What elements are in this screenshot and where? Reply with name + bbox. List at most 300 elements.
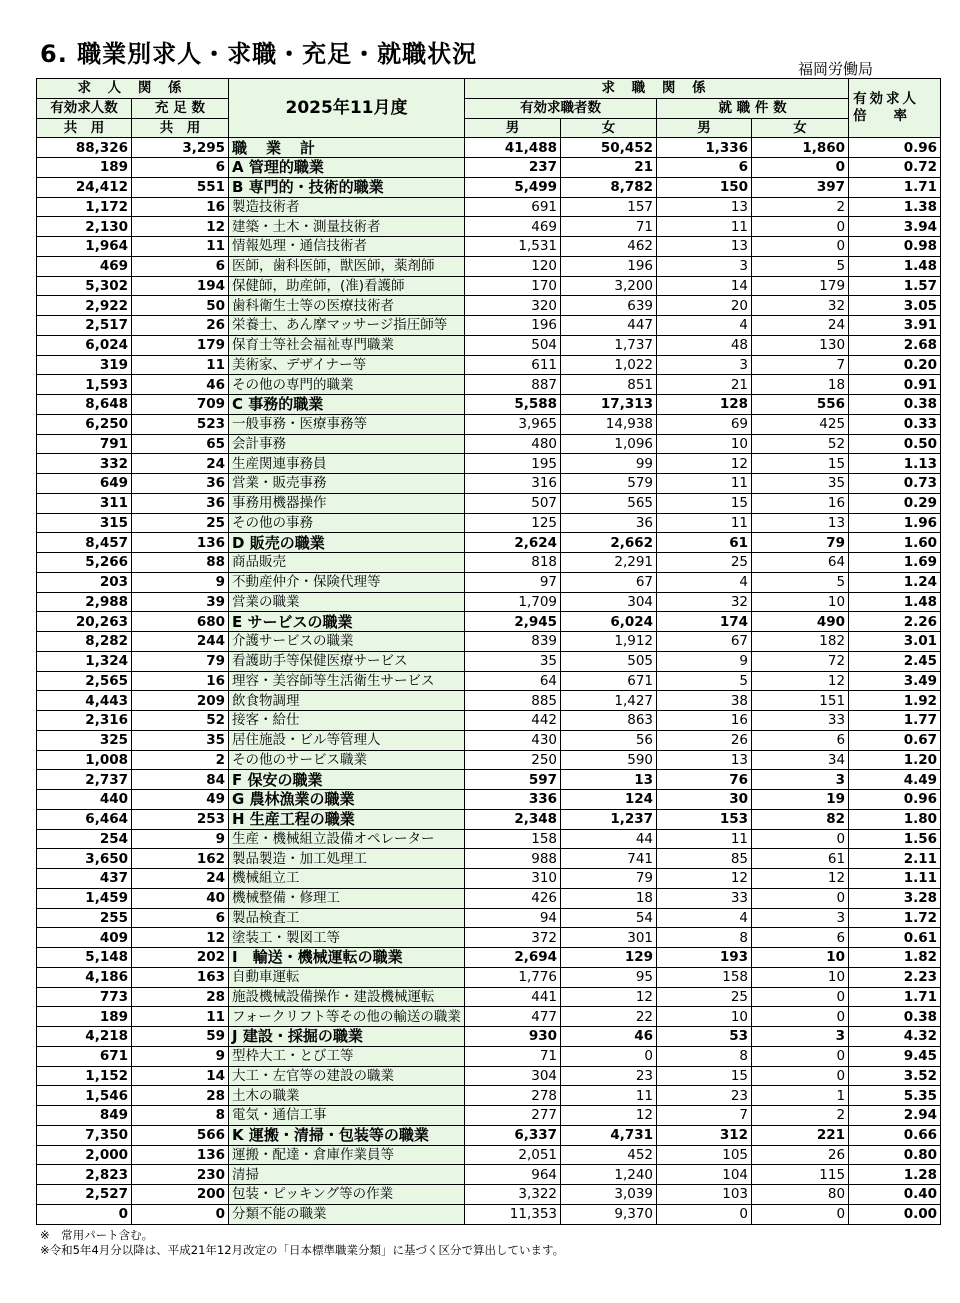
occupation-name-cell: 会計事務 [229, 434, 465, 454]
filled-cell: 244 [132, 632, 229, 652]
seekers-male-cell: 1,709 [465, 592, 561, 612]
ratio-cell: 2.11 [849, 849, 941, 869]
filled-cell: 12 [132, 217, 229, 237]
job-offers-group-header: 求 人 関 係 [37, 79, 229, 99]
seekers-male-cell: 442 [465, 711, 561, 731]
seekers-female-cell: 2,662 [561, 533, 657, 553]
placements-male-cell: 150 [657, 177, 752, 197]
table-row [37, 888, 941, 908]
offers-cell: 409 [37, 928, 132, 948]
occupation-name-cell: その他のサービス職業 [229, 750, 465, 770]
placements-male-cell: 193 [657, 948, 752, 968]
seekers-female-header: 女 [561, 118, 657, 138]
ratio-cell: 3.01 [849, 632, 941, 652]
seekers-female-cell: 36 [561, 513, 657, 533]
occupation-name-cell: 一般事務・医療事務等 [229, 414, 465, 434]
seekers-male-cell: 310 [465, 869, 561, 889]
filled-cell: 680 [132, 612, 229, 632]
placements-male-cell: 20 [657, 296, 752, 316]
filled-cell: 35 [132, 730, 229, 750]
ratio-cell: 1.82 [849, 948, 941, 968]
placements-female-cell: 179 [752, 276, 849, 296]
placements-male-cell: 8 [657, 928, 752, 948]
filled-cell: 39 [132, 592, 229, 612]
table-row [37, 612, 941, 632]
ratio-header-line1: 有効求人 [853, 91, 920, 108]
placements-male-cell: 33 [657, 888, 752, 908]
offers-cell: 325 [37, 730, 132, 750]
ratio-cell: 0.98 [849, 237, 941, 257]
table-row [37, 592, 941, 612]
effective-offers-header: 有効求人数 [37, 98, 132, 118]
seekers-male-cell: 426 [465, 888, 561, 908]
table-row [37, 355, 941, 375]
ratio-cell: 1.71 [849, 987, 941, 1007]
offers-cell: 5,302 [37, 276, 132, 296]
placements-male-cell: 3 [657, 256, 752, 276]
placements-female-cell: 1,860 [752, 138, 849, 158]
placements-female-cell: 3 [752, 908, 849, 928]
filled-cell: 28 [132, 987, 229, 1007]
placements-male-cell: 23 [657, 1086, 752, 1106]
seekers-female-cell: 44 [561, 829, 657, 849]
seekers-male-cell: 3,965 [465, 414, 561, 434]
seekers-female-cell: 6,024 [561, 612, 657, 632]
ratio-cell: 0.29 [849, 493, 941, 513]
placements-male-cell: 25 [657, 987, 752, 1007]
seekers-male-cell: 2,051 [465, 1145, 561, 1165]
placements-male-cell: 312 [657, 1125, 752, 1145]
offers-cell: 773 [37, 987, 132, 1007]
offers-cell: 203 [37, 572, 132, 592]
filled-cell: 49 [132, 790, 229, 810]
occupation-name-cell: 不動産仲介・保険代理等 [229, 572, 465, 592]
seekers-male-cell: 170 [465, 276, 561, 296]
ratio-cell: 1.57 [849, 276, 941, 296]
occupation-name-cell: 営業・販売事務 [229, 474, 465, 494]
offers-cell: 311 [37, 493, 132, 513]
offers-cell: 189 [37, 1007, 132, 1027]
placements-female-cell: 3 [752, 770, 849, 790]
placements-male-cell: 69 [657, 414, 752, 434]
placements-male-cell: 30 [657, 790, 752, 810]
offers-cell: 255 [37, 908, 132, 928]
placements-male-cell: 26 [657, 730, 752, 750]
table-row [37, 869, 941, 889]
seekers-female-cell: 741 [561, 849, 657, 869]
seekers-female-cell: 1,737 [561, 335, 657, 355]
placements-male-cell: 10 [657, 434, 752, 454]
table-row [37, 1165, 941, 1185]
table-row [37, 691, 941, 711]
occupation-name-cell: 型枠大工・とび工等 [229, 1046, 465, 1066]
organization-label: 福岡労働局 [798, 60, 874, 78]
filled-cell: 194 [132, 276, 229, 296]
seekers-male-cell: 97 [465, 572, 561, 592]
seekers-female-cell: 13 [561, 770, 657, 790]
placements-female-cell: 5 [752, 572, 849, 592]
offers-cell: 315 [37, 513, 132, 533]
seekers-female-cell: 95 [561, 967, 657, 987]
placements-male-cell: 12 [657, 454, 752, 474]
offers-cell: 2,737 [37, 770, 132, 790]
offers-cell: 469 [37, 256, 132, 276]
ratio-cell: 4.32 [849, 1027, 941, 1047]
seekers-male-cell: 818 [465, 553, 561, 573]
seekers-female-cell: 304 [561, 592, 657, 612]
occupation-name-cell: 自動車運転 [229, 967, 465, 987]
seekers-female-cell: 11 [561, 1086, 657, 1106]
table-row [37, 256, 941, 276]
seekers-female-cell: 129 [561, 948, 657, 968]
table-row [37, 967, 941, 987]
seekers-male-cell: 277 [465, 1106, 561, 1126]
table-row [37, 414, 941, 434]
occupation-name-cell: フォークリフト等その他の輸送の職業 [229, 1007, 465, 1027]
placements-male-cell: 67 [657, 632, 752, 652]
table-row [37, 928, 941, 948]
seekers-female-cell: 671 [561, 671, 657, 691]
occupation-name-cell: 医師，歯科医師，獣医師，薬剤師 [229, 256, 465, 276]
ratio-cell: 1.48 [849, 256, 941, 276]
occupation-name-cell: K 運搬・清掃・包装等の職業 [229, 1125, 465, 1145]
table-row [37, 158, 941, 178]
seekers-female-cell: 462 [561, 237, 657, 257]
ratio-cell: 1.48 [849, 592, 941, 612]
placements-female-cell: 0 [752, 987, 849, 1007]
table-row [37, 948, 941, 968]
ratio-cell: 2.45 [849, 651, 941, 671]
seekers-male-cell: 5,499 [465, 177, 561, 197]
occupation-name-cell: 製品製造・加工処理工 [229, 849, 465, 869]
placements-female-cell: 2 [752, 1106, 849, 1126]
ratio-cell: 1.80 [849, 809, 941, 829]
placements-female-cell: 490 [752, 612, 849, 632]
placements-female-cell: 18 [752, 375, 849, 395]
filled-cell: 11 [132, 355, 229, 375]
occupation-name-cell: 飲食物調理 [229, 691, 465, 711]
offers-cell: 3,650 [37, 849, 132, 869]
ratio-cell: 0.66 [849, 1125, 941, 1145]
seekers-female-cell: 18 [561, 888, 657, 908]
filled-cell: 24 [132, 869, 229, 889]
seekers-female-cell: 22 [561, 1007, 657, 1027]
offers-cell: 254 [37, 829, 132, 849]
filled-cell: 50 [132, 296, 229, 316]
offers-cell: 849 [37, 1106, 132, 1126]
placements-female-cell: 130 [752, 335, 849, 355]
occupation-name-cell: 商品販売 [229, 553, 465, 573]
placements-male-cell: 5 [657, 671, 752, 691]
placements-female-cell: 34 [752, 750, 849, 770]
ratio-cell: 0.20 [849, 355, 941, 375]
filled-cell: 59 [132, 1027, 229, 1047]
ratio-cell: 1.69 [849, 553, 941, 573]
placements-female-cell: 72 [752, 651, 849, 671]
placements-male-cell: 7 [657, 1106, 752, 1126]
ratio-cell: 2.23 [849, 967, 941, 987]
filled-cell: 253 [132, 809, 229, 829]
seekers-female-cell: 3,200 [561, 276, 657, 296]
seekers-female-cell: 23 [561, 1066, 657, 1086]
seekers-male-cell: 504 [465, 335, 561, 355]
seekers-female-cell: 12 [561, 987, 657, 1007]
seekers-female-cell: 579 [561, 474, 657, 494]
filled-cell: 566 [132, 1125, 229, 1145]
placements-female-cell: 6 [752, 928, 849, 948]
filled-cell: 36 [132, 493, 229, 513]
placements-male-cell: 4 [657, 316, 752, 336]
table-row [37, 1125, 941, 1145]
placements-male-cell: 4 [657, 572, 752, 592]
placements-male-cell: 53 [657, 1027, 752, 1047]
offers-cell: 189 [37, 158, 132, 178]
placements-male-cell: 85 [657, 849, 752, 869]
offers-cell: 319 [37, 355, 132, 375]
placements-male-cell: 104 [657, 1165, 752, 1185]
table-row [37, 1007, 941, 1027]
ratio-cell: 0.38 [849, 395, 941, 415]
seekers-male-cell: 469 [465, 217, 561, 237]
placements-female-cell: 82 [752, 809, 849, 829]
placements-female-cell: 5 [752, 256, 849, 276]
occupation-name-cell: B 専門的・技術的職業 [229, 177, 465, 197]
seekers-male-cell: 2,945 [465, 612, 561, 632]
placements-male-cell: 158 [657, 967, 752, 987]
occupation-name-cell: A 管理的職業 [229, 158, 465, 178]
placements-male-cell: 10 [657, 1007, 752, 1027]
seekers-male-cell: 278 [465, 1086, 561, 1106]
ratio-cell: 1.92 [849, 691, 941, 711]
ratio-cell: 9.45 [849, 1046, 941, 1066]
filled-cell: 523 [132, 414, 229, 434]
placements-header: 就 職 件 数 [657, 98, 849, 118]
table-row [37, 711, 941, 731]
seekers-male-cell: 885 [465, 691, 561, 711]
ratio-cell: 0.00 [849, 1204, 941, 1224]
seekers-male-cell: 988 [465, 849, 561, 869]
offers-cell: 2,823 [37, 1165, 132, 1185]
offers-cell: 1,546 [37, 1086, 132, 1106]
occupation-name-cell: 事務用機器操作 [229, 493, 465, 513]
ratio-cell: 0.80 [849, 1145, 941, 1165]
seekers-male-cell: 5,588 [465, 395, 561, 415]
placements-male-cell: 11 [657, 829, 752, 849]
seekers-male-cell: 1,531 [465, 237, 561, 257]
placements-male-cell: 38 [657, 691, 752, 711]
occupation-name-cell: C 事務的職業 [229, 395, 465, 415]
seekers-male-cell: 839 [465, 632, 561, 652]
seekers-female-cell: 71 [561, 217, 657, 237]
filled-cell: 25 [132, 513, 229, 533]
filled-cell: 8 [132, 1106, 229, 1126]
seekers-female-cell: 3,039 [561, 1185, 657, 1205]
seekers-male-cell: 71 [465, 1046, 561, 1066]
placements-female-cell: 19 [752, 790, 849, 810]
seekers-female-cell: 2,291 [561, 553, 657, 573]
offers-cell: 1,324 [37, 651, 132, 671]
ratio-cell: 3.94 [849, 217, 941, 237]
placements-female-cell: 12 [752, 671, 849, 691]
filled-cell: 88 [132, 553, 229, 573]
table-row [37, 908, 941, 928]
table-row [37, 651, 941, 671]
occupation-name-cell: 美術家、デザイナー等 [229, 355, 465, 375]
seekers-male-cell: 41,488 [465, 138, 561, 158]
offers-cell: 88,326 [37, 138, 132, 158]
placements-female-cell: 1 [752, 1086, 849, 1106]
placements-female-cell: 24 [752, 316, 849, 336]
ratio-cell: 0.33 [849, 414, 941, 434]
occupation-name-cell: 居住施設・ビル等管理人 [229, 730, 465, 750]
offers-cell: 4,218 [37, 1027, 132, 1047]
seekers-female-cell: 301 [561, 928, 657, 948]
table-row [37, 474, 941, 494]
table-row [37, 493, 941, 513]
seekers-female-cell: 12 [561, 1106, 657, 1126]
table-row [37, 790, 941, 810]
filled-cell: 40 [132, 888, 229, 908]
ratio-cell: 2.94 [849, 1106, 941, 1126]
offers-cell: 1,964 [37, 237, 132, 257]
ratio-cell: 2.68 [849, 335, 941, 355]
seekers-male-cell: 2,624 [465, 533, 561, 553]
seekers-male-cell: 196 [465, 316, 561, 336]
placements-male-cell: 11 [657, 217, 752, 237]
filled-cell: 52 [132, 711, 229, 731]
ratio-cell: 1.13 [849, 454, 941, 474]
ratio-cell: 3.49 [849, 671, 941, 691]
filled-cell: 9 [132, 1046, 229, 1066]
offers-cell: 2,527 [37, 1185, 132, 1205]
seekers-male-cell: 195 [465, 454, 561, 474]
seekers-male-cell: 11,353 [465, 1204, 561, 1224]
occupation-name-cell: D 販売の職業 [229, 533, 465, 553]
seekers-female-cell: 590 [561, 750, 657, 770]
seekers-male-cell: 441 [465, 987, 561, 1007]
occupation-name-cell: 建築・土木・測量技術者 [229, 217, 465, 237]
occupation-name-cell: G 農林漁業の職業 [229, 790, 465, 810]
table-row [37, 849, 941, 869]
seekers-male-header: 男 [465, 118, 561, 138]
ratio-cell: 0.50 [849, 434, 941, 454]
placements-female-cell: 0 [752, 829, 849, 849]
filled-cell: 0 [132, 1204, 229, 1224]
occupation-name-cell: 施設機械設備操作・建設機械運転 [229, 987, 465, 1007]
occupation-name-cell: 機械整備・修理工 [229, 888, 465, 908]
table-row [37, 335, 941, 355]
filled-cell: 551 [132, 177, 229, 197]
placements-female-cell: 0 [752, 237, 849, 257]
seekers-male-cell: 477 [465, 1007, 561, 1027]
seekers-male-cell: 320 [465, 296, 561, 316]
placements-female-cell: 15 [752, 454, 849, 474]
seekers-male-cell: 6,337 [465, 1125, 561, 1145]
placements-male-cell: 14 [657, 276, 752, 296]
seekers-male-cell: 1,776 [465, 967, 561, 987]
occupation-name-cell: 栄養士、あん摩マッサージ指圧師等 [229, 316, 465, 336]
offers-cell: 24,412 [37, 177, 132, 197]
occupation-name-cell: 製品検査工 [229, 908, 465, 928]
occupation-name-cell: 保健師，助産師，(准)看護師 [229, 276, 465, 296]
filled-cell: 16 [132, 671, 229, 691]
placements-male-cell: 48 [657, 335, 752, 355]
filled-cell: 136 [132, 533, 229, 553]
filled-cell: 84 [132, 770, 229, 790]
occupation-name-cell: H 生産工程の職業 [229, 809, 465, 829]
occupation-name-cell: 歯科衛生士等の医療技術者 [229, 296, 465, 316]
occupation-name-cell: 大工・左官等の建設の職業 [229, 1066, 465, 1086]
seekers-female-cell: 639 [561, 296, 657, 316]
ratio-header [849, 79, 941, 138]
offers-cell: 2,130 [37, 217, 132, 237]
filled-cell: 6 [132, 908, 229, 928]
placements-male-cell: 11 [657, 513, 752, 533]
placements-female-cell: 0 [752, 1066, 849, 1086]
seekers-male-cell: 3,322 [465, 1185, 561, 1205]
occupation-name-cell: E サービスの職業 [229, 612, 465, 632]
ratio-cell: 1.20 [849, 750, 941, 770]
offers-cell: 4,186 [37, 967, 132, 987]
table-row [37, 434, 941, 454]
filled-cell: 11 [132, 1007, 229, 1027]
placements-male-cell: 174 [657, 612, 752, 632]
filled-cell: 16 [132, 197, 229, 217]
ratio-cell: 1.24 [849, 572, 941, 592]
filled-cell: 12 [132, 928, 229, 948]
ratio-cell: 0.73 [849, 474, 941, 494]
ratio-cell: 0.72 [849, 158, 941, 178]
ratio-cell: 0.96 [849, 138, 941, 158]
table-row [37, 730, 941, 750]
filled-cell: 709 [132, 395, 229, 415]
occupation-name-cell: 製造技術者 [229, 197, 465, 217]
offers-cell: 2,517 [37, 316, 132, 336]
table-row [37, 1086, 941, 1106]
seekers-male-cell: 930 [465, 1027, 561, 1047]
placements-female-cell: 151 [752, 691, 849, 711]
filled-cell: 24 [132, 454, 229, 474]
placements-female-cell: 64 [752, 553, 849, 573]
ratio-cell: 3.52 [849, 1066, 941, 1086]
occupation-name-cell: 理容・美容師等生活衛生サービス [229, 671, 465, 691]
occupation-name-cell: 運搬・配達・倉庫作業員等 [229, 1145, 465, 1165]
seekers-male-cell: 316 [465, 474, 561, 494]
table-row [37, 1204, 941, 1224]
placements-female-cell: 0 [752, 888, 849, 908]
table-row [37, 1145, 941, 1165]
placements-male-cell: 8 [657, 1046, 752, 1066]
table-row [37, 572, 941, 592]
ratio-cell: 0.96 [849, 790, 941, 810]
occupation-name-cell: その他の専門的職業 [229, 375, 465, 395]
filled-common-header: 共 用 [132, 118, 229, 138]
seekers-male-cell: 2,694 [465, 948, 561, 968]
occupation-name-cell: 看護助手等保健医療サービス [229, 651, 465, 671]
seekers-female-cell: 196 [561, 256, 657, 276]
offers-cell: 1,459 [37, 888, 132, 908]
placements-female-cell: 182 [752, 632, 849, 652]
offers-cell: 8,457 [37, 533, 132, 553]
offers-cell: 671 [37, 1046, 132, 1066]
offers-cell: 1,172 [37, 197, 132, 217]
seekers-male-cell: 597 [465, 770, 561, 790]
placements-male-cell: 4 [657, 908, 752, 928]
ratio-cell: 1.72 [849, 908, 941, 928]
offers-cell: 1,152 [37, 1066, 132, 1086]
table-row [37, 1066, 941, 1086]
ratio-cell: 1.60 [849, 533, 941, 553]
